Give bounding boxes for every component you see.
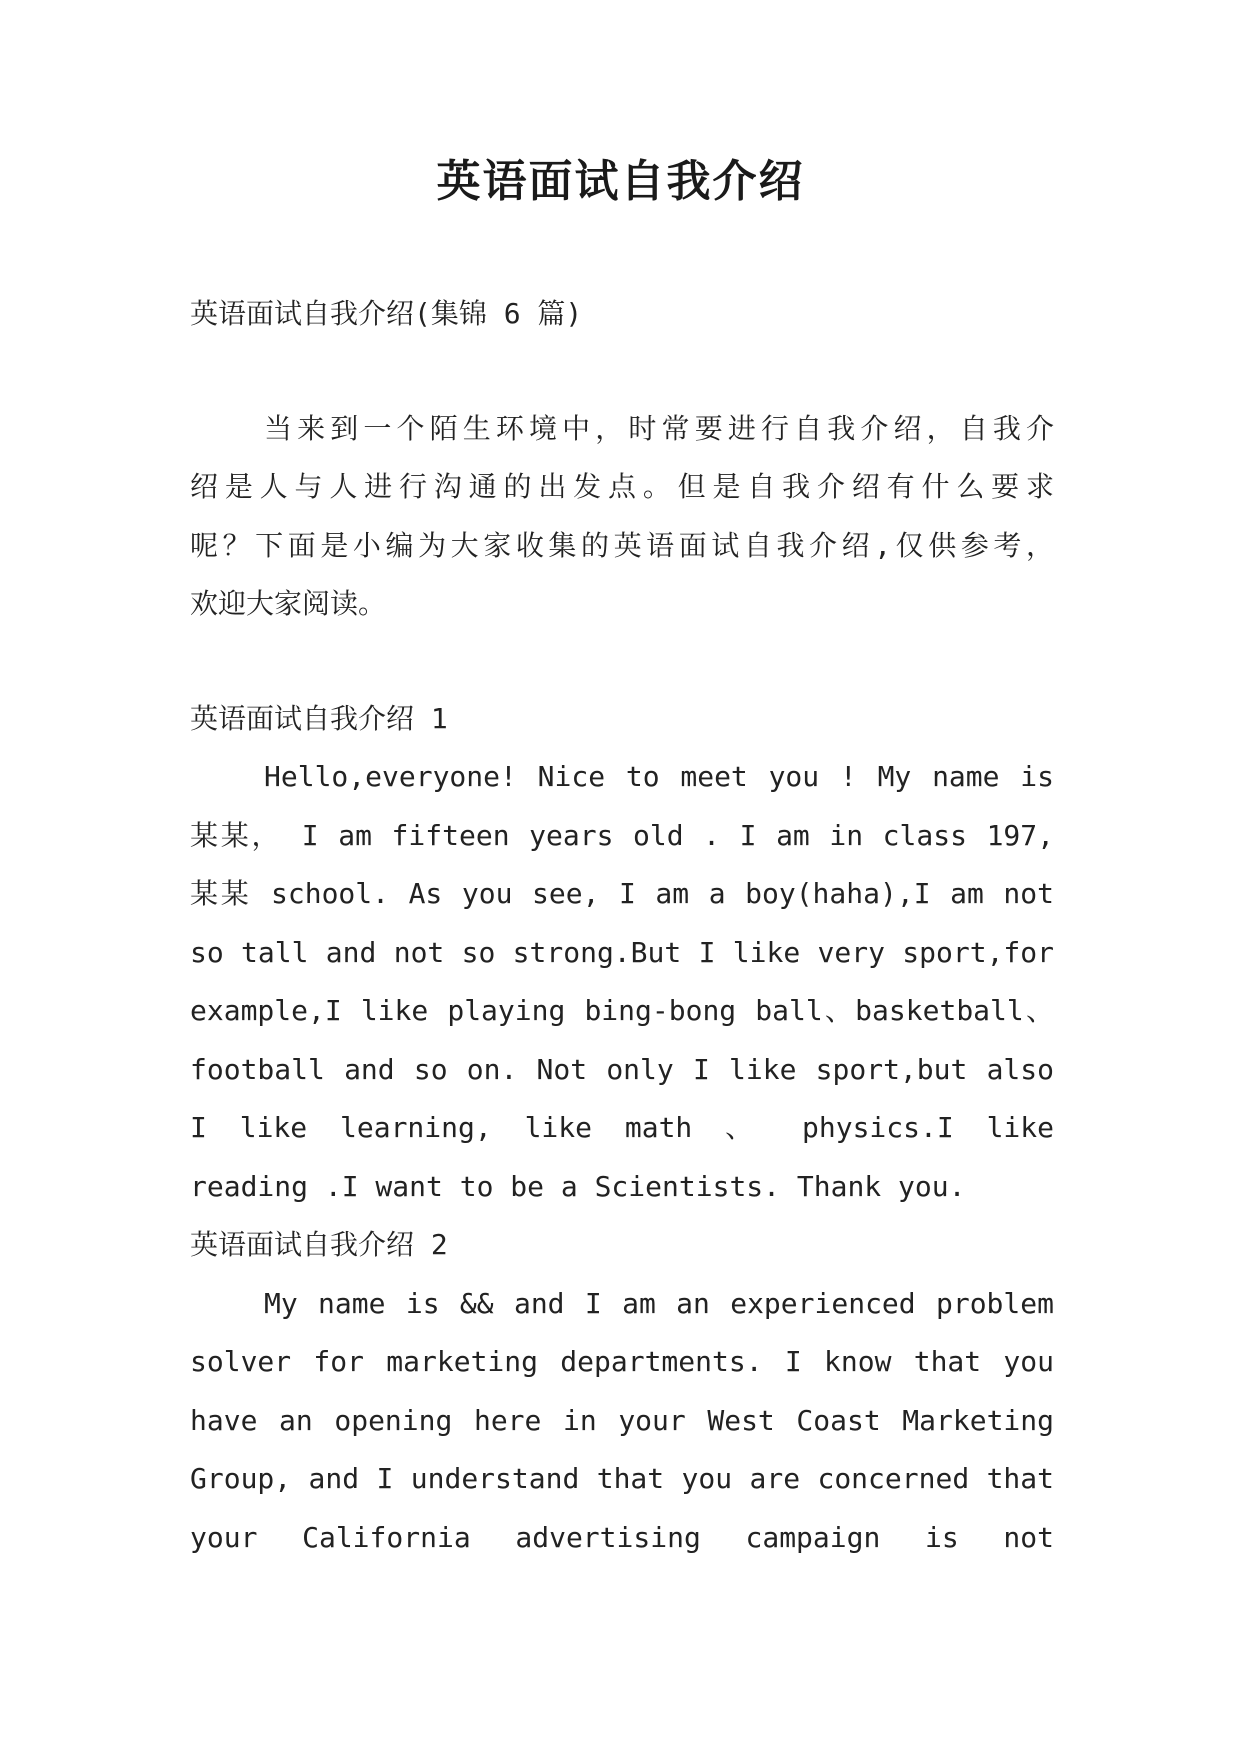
section-line: have an opening here in your West Coast Marketing: [190, 1403, 1054, 1437]
section-line: I like learning, like math 、 physics.I like: [190, 1111, 1054, 1144]
section-1: [190, 690, 1054, 1217]
intro-line: 当来到一个陌生环境中，时常要进行自我介绍，自我介: [264, 411, 1054, 445]
section-heading: 英语面试自我介绍 1: [190, 701, 448, 735]
document-subtitle: 英语面试自我介绍(集锦 6 篇): [190, 297, 583, 330]
intro-paragraph: [190, 400, 1054, 634]
section-line: so tall and not so strong.But I like very sport,for: [190, 935, 1054, 969]
section-line: 某某 school. As you see, I am a boy(haha),I am not: [190, 877, 1054, 910]
section-line: Hello,everyone! Nice to meet you ! My name is: [264, 760, 1054, 793]
section-line: your California advertising campaign is not: [190, 1520, 1054, 1554]
section-line: football and so on. Not only I like sport,but also: [190, 1052, 1054, 1086]
document-title: 英语面试自我介绍: [436, 156, 805, 207]
section-2: [190, 1216, 1054, 1567]
intro-line: 绍是人与人进行沟通的出发点。但是自我介绍有什么要求: [190, 470, 1054, 503]
section-line: 某某， I am fifteen years old . I am in class 197,: [190, 818, 1054, 852]
section-line: My name is && and I am an experienced problem: [264, 1286, 1054, 1320]
section-heading: 英语面试自我介绍 2: [190, 1228, 448, 1261]
section-line: reading .I want to be a Scientists. Thank you.: [190, 1169, 966, 1203]
section-line: solver for marketing departments. I know that you: [190, 1345, 1054, 1378]
section-line: example,I like playing bing-bong ball、basketball、: [190, 994, 1054, 1027]
intro-line: 呢？下面是小编为大家收集的英语面试自我介绍,仅供参考，: [190, 528, 1054, 562]
document-body: [190, 285, 1054, 1567]
section-line: Group, and I understand that you are concerned that: [190, 1462, 1054, 1495]
intro-line: 欢迎大家阅读。: [190, 587, 387, 620]
